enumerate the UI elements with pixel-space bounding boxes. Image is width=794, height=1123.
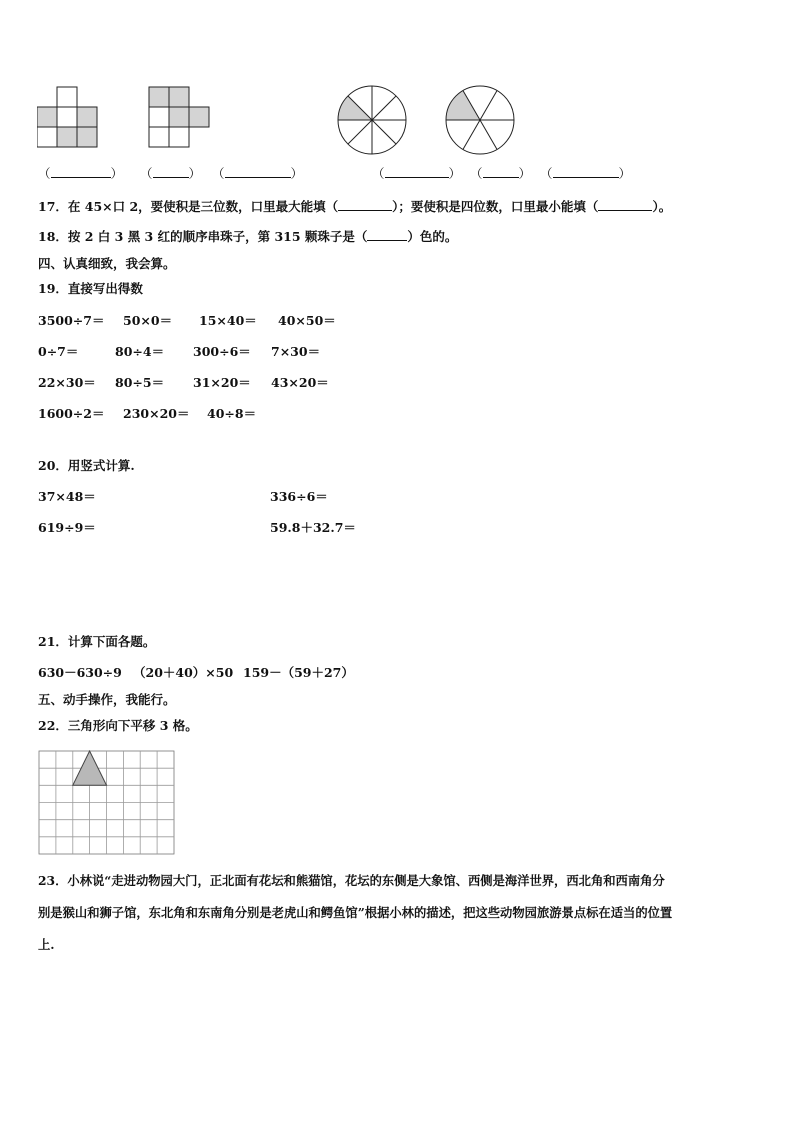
q19-item: 230×20＝: [123, 406, 190, 421]
open-paren: （: [38, 166, 51, 181]
question-23-line-2: 别是猴山和狮子馆，东北角和东南角分别是老虎山和鳄鱼馆”根据小林的描述，把这些动物园旅游景点标在适当的位置: [38, 905, 673, 920]
net-figure-2: [148, 86, 212, 148]
q19-item: 1600÷2＝: [38, 406, 105, 421]
q20-item: 336÷6＝: [270, 489, 328, 504]
answer-blank-2[interactable]: [140, 166, 201, 182]
q19-item: 50×0＝: [123, 313, 173, 328]
q19-item: 80÷5＝: [115, 375, 165, 390]
close-paren: ）: [110, 166, 124, 181]
open-paren: （: [140, 166, 153, 181]
q17-blank-1[interactable]: [338, 199, 392, 211]
q19-item: 22×30＝: [38, 375, 96, 390]
net-figure-1: [37, 86, 101, 148]
q17-blank-2[interactable]: [598, 199, 652, 211]
q19-item: 43×20＝: [271, 375, 329, 390]
close-paren: ）: [618, 166, 632, 181]
open-paren: （: [470, 166, 483, 181]
answer-blank-6[interactable]: [540, 166, 631, 182]
blank-line: [225, 166, 291, 178]
q20-item: 59.8＋32.7＝: [270, 520, 356, 535]
q21-item: 159－（59＋27）: [243, 665, 354, 680]
q17-prefix: 17．在 45×口 2，要使积是三位数，口里最大能填（: [38, 199, 339, 214]
circle-sixths: [442, 82, 520, 158]
q17-middle: ）；要使积是四位数，口里最小能填（: [392, 199, 599, 214]
q19-item: 0÷7＝: [38, 344, 79, 359]
blank-line: [51, 166, 111, 178]
open-paren: （: [540, 166, 553, 181]
close-paren: ）: [290, 166, 304, 181]
question-21-title: 21．计算下面各题。: [38, 634, 156, 649]
q21-item: （20＋40）×50: [133, 665, 234, 680]
question-20-title: 20．用竖式计算.: [38, 458, 135, 473]
q17-suffix: ）。: [652, 199, 672, 214]
answer-blank-5[interactable]: [470, 166, 531, 182]
close-paren: ）: [518, 166, 532, 181]
q19-item: 3500÷7＝: [38, 313, 105, 328]
q19-item: 31×20＝: [193, 375, 251, 390]
close-paren: ）: [188, 166, 202, 181]
q19-item: 80÷4＝: [115, 344, 165, 359]
question-23-line-3: 上.: [38, 937, 55, 952]
q19-item: 7×30＝: [271, 344, 321, 359]
open-paren: （: [212, 166, 225, 181]
circle-eighths: [334, 82, 412, 158]
question-19-title: 19．直接写出得数: [38, 281, 143, 296]
q18-suffix: ）色的。: [407, 229, 458, 244]
blank-line: [483, 166, 519, 178]
question-18: [38, 229, 457, 245]
q18-blank[interactable]: [367, 229, 407, 241]
q19-item: 40÷8＝: [207, 406, 257, 421]
close-paren: ）: [448, 166, 462, 181]
answer-blank-3[interactable]: [212, 166, 303, 182]
q18-prefix: 18．按 2 白 3 黑 3 红的顺序串珠子，第 315 颗珠子是（: [38, 229, 368, 244]
section-4-heading: 四、认真细致，我会算。: [38, 256, 176, 271]
answer-blank-4[interactable]: [372, 166, 461, 182]
answer-blank-1[interactable]: [38, 166, 123, 182]
q19-item: 300÷6＝: [193, 344, 251, 359]
grid-with-triangle: [38, 750, 176, 856]
q19-item: 15×40＝: [199, 313, 257, 328]
section-5-heading: 五、动手操作，我能行。: [38, 692, 176, 707]
q20-item: 619÷9＝: [38, 520, 96, 535]
blank-line: [385, 166, 449, 178]
blank-line: [553, 166, 619, 178]
q19-item: 40×50＝: [278, 313, 336, 328]
q20-item: 37×48＝: [38, 489, 96, 504]
question-17: [38, 199, 671, 215]
open-paren: （: [372, 166, 385, 181]
q21-item: 630－630÷9: [38, 665, 122, 680]
question-22-title: 22．三角形向下平移 3 格。: [38, 718, 198, 733]
blank-line: [153, 166, 189, 178]
question-23-line-1: 23．小林说“走进动物园大门，正北面有花坛和熊猫馆，花坛的东侧是大象馆、西侧是海洋世界，西北角和西南角分: [38, 873, 665, 888]
